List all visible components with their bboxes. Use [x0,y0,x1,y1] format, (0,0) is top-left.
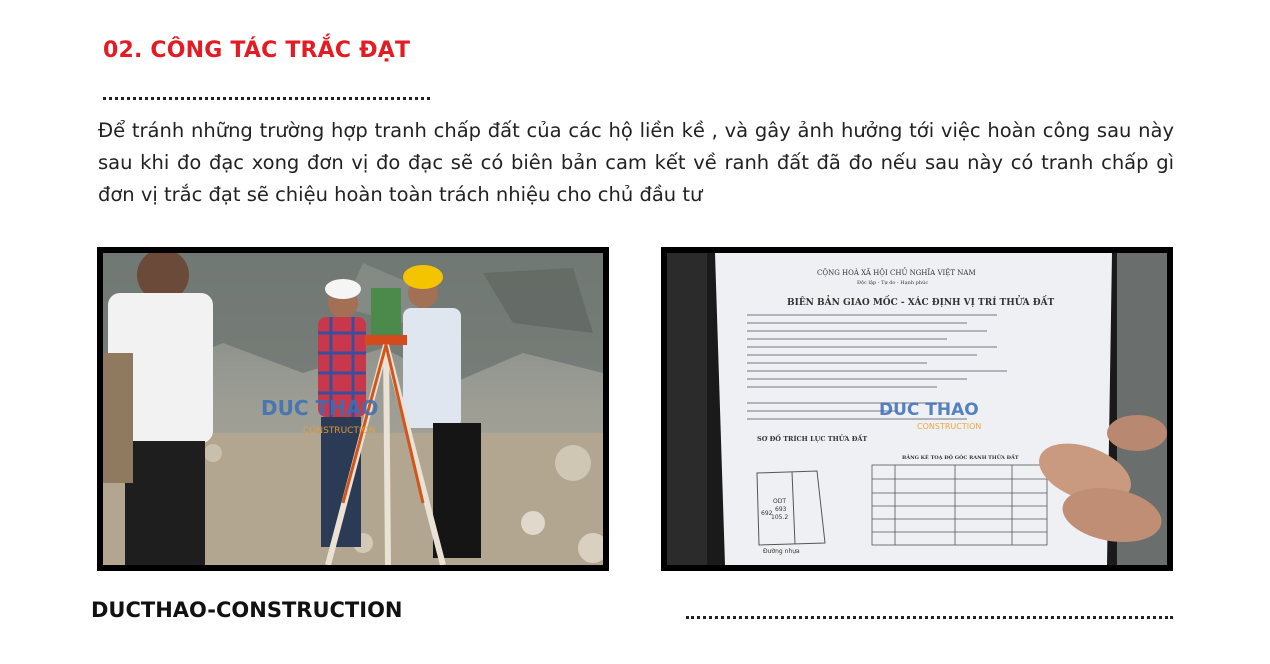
doc-road-label: Đường nhựa [763,548,800,555]
description-paragraph: Để tránh những trường hợp tranh chấp đất của các hộ liền kề , và gây ảnh hưởng tới việc hoàn công sau này sau khi đo đạc xong đơn vị đo đạc sẽ có biên bản cam kết về ranh đất đã đo nếu sau này có tranh chấp gì đơn vị trắc đạt sẽ chiệu hoàn toàn trách nhiệu cho chủ đầu tư [98,119,1174,206]
document-photo [661,247,1173,571]
doc-title: BIÊN BẢN GIAO MỐC - XÁC ĐỊNH VỊ TRÍ THỬA ĐẤT [787,298,1055,308]
doc-lot-area: 105.2 [771,514,789,521]
doc-lot-label: ODT [773,498,787,505]
survey-scene [103,253,603,565]
survey-photo [97,247,609,571]
brand-footer: DUCTHAO-CONSTRUCTION [91,598,403,622]
survey-watermark: DUC THAO [261,396,379,420]
section-title: 02. CÔNG TÁC TRẮC ĐẠT [103,38,411,63]
doc-sketch-title: SƠ ĐỒ TRÍCH LỤC THỬA ĐẤT [757,435,868,443]
doc-neighbor-lot: 692 [761,510,773,517]
doc-lot-number: 693 [775,506,787,513]
document-scene [667,253,1167,565]
doc-nation-header: CỘNG HOÀ XÃ HỘI CHỦ NGHĨA VIỆT NAM [817,269,976,277]
footer-dotted-divider [686,616,1173,619]
doc-table-title: BẢNG KÊ TOẠ ĐỘ GÓC RANH THỬA ĐẤT [902,455,1019,461]
document-watermark: DUC THAO [879,400,979,420]
survey-watermark-sub: CONSTRUCTION [303,426,376,436]
document-watermark-sub: CONSTRUCTION [917,422,982,431]
title-dotted-divider [103,97,430,100]
doc-motto: Độc lập - Tự do - Hạnh phúc [857,280,929,286]
